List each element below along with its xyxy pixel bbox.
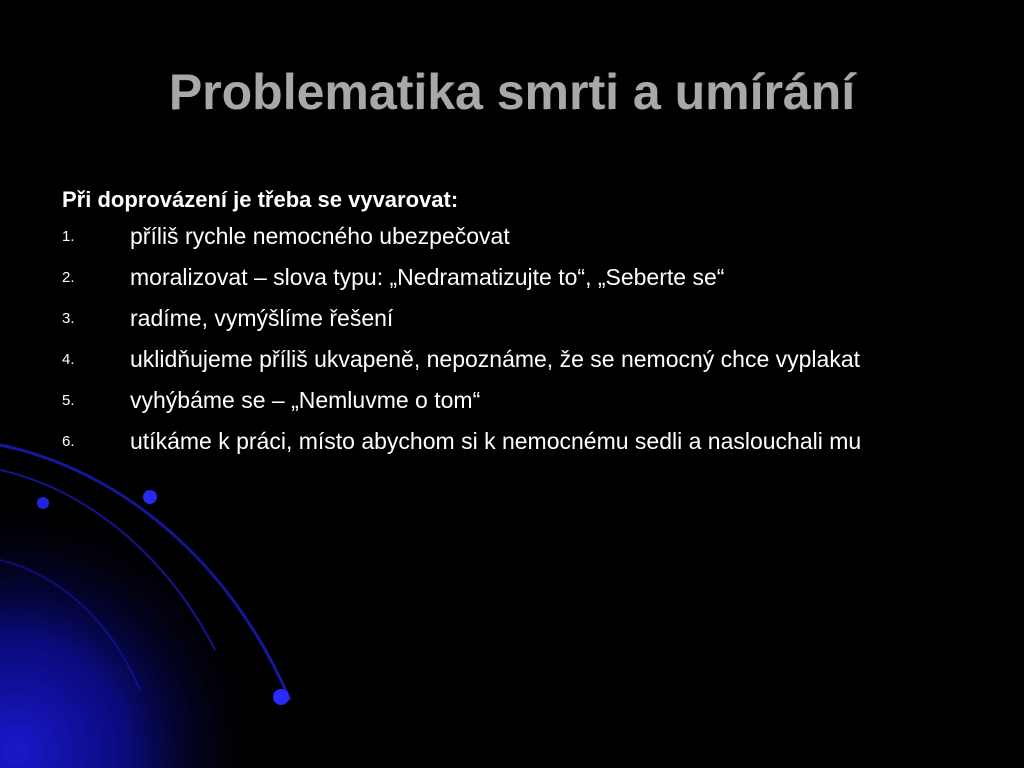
list-item-number: 5. bbox=[62, 392, 75, 409]
list-item-text: radíme, vymýšlíme řešení bbox=[130, 305, 394, 331]
list-item bbox=[62, 302, 962, 335]
blue-swoosh-shape bbox=[0, 430, 330, 768]
list-item-text: utíkáme k práci, místo abychom si k nemocnému sedli a naslouchali mu bbox=[130, 428, 862, 454]
list-item-number: 4. bbox=[62, 351, 75, 368]
list-item-text: příliš rychle nemocného ubezpečovat bbox=[130, 223, 510, 249]
list-item bbox=[62, 343, 962, 376]
numbered-list bbox=[62, 220, 962, 458]
list-item-number: 2. bbox=[62, 269, 75, 286]
list-item-number: 6. bbox=[62, 433, 75, 450]
blue-dot-large bbox=[273, 689, 289, 705]
slide-content bbox=[62, 184, 962, 466]
list-item bbox=[62, 220, 962, 253]
list-item bbox=[62, 261, 962, 294]
list-item bbox=[62, 425, 962, 458]
list-item-number: 3. bbox=[62, 310, 75, 327]
list-item bbox=[62, 384, 962, 417]
list-item-text: uklidňujeme příliš ukvapeně, nepoznáme, že se nemocný chce vyplakat bbox=[130, 346, 861, 372]
intro-text: Při doprovázení je třeba se vyvarovat: bbox=[62, 187, 459, 212]
blue-dot-medium bbox=[143, 490, 157, 504]
blue-dot-small bbox=[37, 497, 49, 509]
list-item-text: vyhýbáme se – „Nemluvme o tom“ bbox=[130, 387, 481, 413]
list-item-text: moralizovat – slova typu: „Nedramatizujte to“, „Seberte se“ bbox=[130, 264, 725, 290]
page-title: Problematika smrti a umírání bbox=[168, 64, 856, 120]
list-item-number: 1. bbox=[62, 228, 75, 245]
